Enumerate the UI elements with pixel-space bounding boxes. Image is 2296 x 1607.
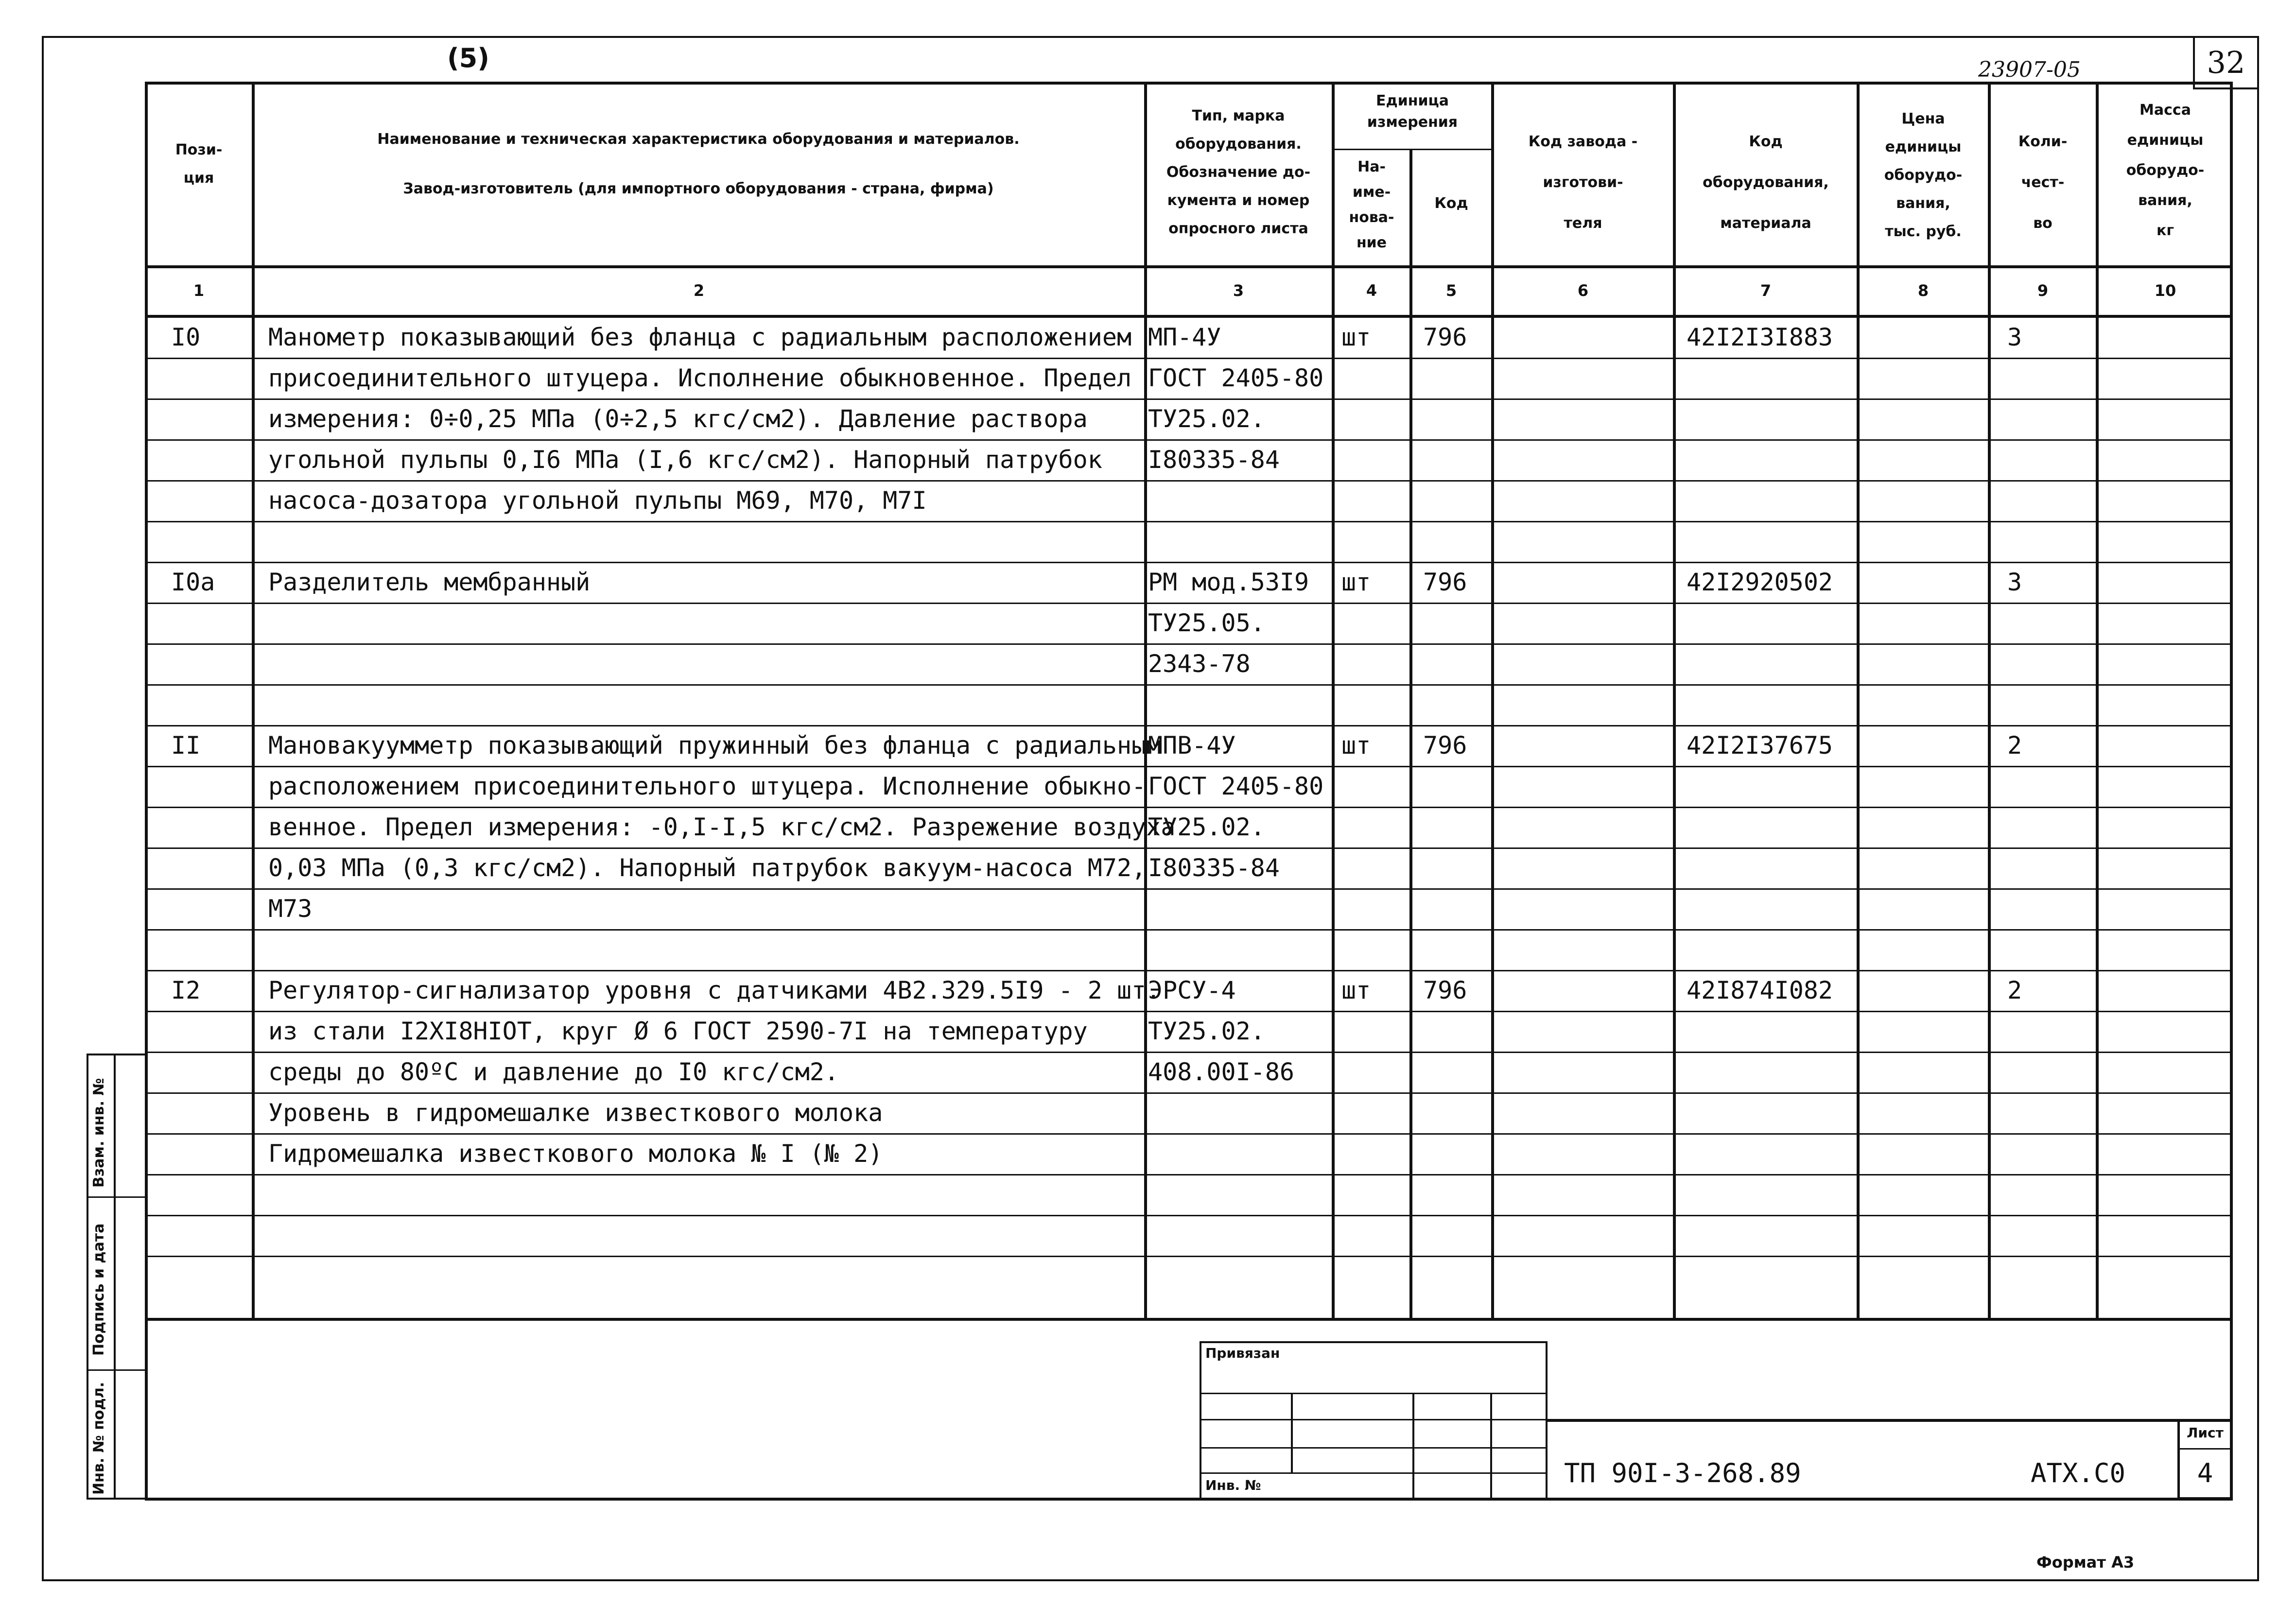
row-equipment-code: 42I2I3I883 xyxy=(1687,323,1833,351)
row-position: I0 xyxy=(171,323,201,351)
row-separator xyxy=(145,684,2233,686)
title-top-line xyxy=(1548,1419,2233,1422)
lower-left-border xyxy=(145,1321,148,1500)
row-name: М73 xyxy=(268,895,313,923)
colnum-1: 1 xyxy=(193,281,205,300)
row-type: ТУ25.05. xyxy=(1148,609,1265,637)
row-separator xyxy=(145,521,2233,522)
bound-stamp xyxy=(1200,1341,1548,1500)
row-name: присоединительного штуцера. Исполнение обыкновенное. Предел xyxy=(268,364,1132,392)
row-name: насоса-дозатора угольной пульпы М69, М70, М7I xyxy=(268,486,927,515)
row-type: ГОСТ 2405-80 xyxy=(1148,772,1324,800)
side-label-inv-orig: Инв. № подл. xyxy=(90,1382,107,1495)
bound-stamp-line-3 xyxy=(1200,1447,1548,1449)
colnum-3: 3 xyxy=(1233,281,1244,300)
row-type: I80335-84 xyxy=(1148,446,1280,474)
colnum-10: 10 xyxy=(2154,281,2176,300)
side-divider-1 xyxy=(87,1196,147,1198)
row-equipment-code: 42I2920502 xyxy=(1687,568,1833,596)
row-unit: шт xyxy=(1341,568,1371,596)
side-label-inv-replace: Взам. инв. № xyxy=(90,1078,107,1188)
row-type: МП-4У xyxy=(1148,323,1221,351)
bound-stamp-line-1 xyxy=(1200,1393,1548,1394)
row-type: МПВ-4У xyxy=(1148,731,1236,760)
header-factory-code: Код завода - изготови- теля xyxy=(1528,133,1638,232)
side-divider-2 xyxy=(87,1369,147,1371)
row-name: расположением присоединительного штуцера. Исполнение обыкно- xyxy=(268,772,1147,800)
top-label: (5) xyxy=(447,43,489,73)
header-unit-name: На- име- нова- ние xyxy=(1349,158,1394,251)
side-divider-v xyxy=(114,1054,116,1500)
row-unit-code: 796 xyxy=(1423,323,1467,351)
row-position: II xyxy=(171,731,201,760)
row-quantity: 3 xyxy=(2007,568,2022,596)
doc-code: АТХ.С0 xyxy=(2031,1458,2126,1488)
row-name: Уровень в гидромешалке известкового молока xyxy=(268,1099,883,1127)
header-unit-code: Код xyxy=(1434,195,1468,212)
row-type: I80335-84 xyxy=(1148,854,1280,882)
row-type: 408.00I-86 xyxy=(1148,1058,1295,1086)
row-unit: шт xyxy=(1341,976,1371,1004)
sheet-number: 4 xyxy=(2197,1458,2213,1488)
colnum-8: 8 xyxy=(1917,281,1929,300)
header-position: Пози- ция xyxy=(175,141,223,187)
side-label-sign-date: Подпись и дата xyxy=(90,1223,107,1356)
row-type: ТУ25.02. xyxy=(1148,1017,1265,1045)
header-mass: Масса единицы оборудо- вания, кг xyxy=(2126,102,2205,239)
bound-stamp-line-4 xyxy=(1200,1472,1548,1474)
row-separator xyxy=(145,888,2233,890)
row-equipment-code: 42I2I37675 xyxy=(1687,731,1833,760)
page-number: 32 xyxy=(2207,45,2245,80)
row-name: Регулятор-сигнализатор уровня с датчиками 4В2.329.5I9 - 2 шт. xyxy=(268,976,1161,1004)
header-type: Тип, марка оборудования. Обозначение до- кумента и номер опросного листа xyxy=(1166,107,1311,237)
row-type: ТУ25.02. xyxy=(1148,813,1265,841)
row-type: ГОСТ 2405-80 xyxy=(1148,364,1324,392)
row-position: I0а xyxy=(171,568,215,596)
row-unit: шт xyxy=(1341,323,1371,351)
row-position: I2 xyxy=(171,976,201,1004)
header-name-line2: Завод-изготовитель (для импортного оборудования - страна, фирма) xyxy=(403,180,994,197)
row-separator xyxy=(145,1174,2233,1175)
row-quantity: 2 xyxy=(2007,731,2022,760)
colnum-9: 9 xyxy=(2037,281,2049,300)
row-separator xyxy=(145,1256,2233,1257)
row-unit-code: 796 xyxy=(1423,568,1467,596)
row-unit: шт xyxy=(1341,731,1371,760)
row-name: среды до 80ºС и давление до I0 кгс/см2. xyxy=(268,1058,839,1086)
row-name: Гидромешалка известкового молока № I (№ 2) xyxy=(268,1140,883,1168)
header-equipment-code: Код оборудования, материала xyxy=(1703,133,1829,232)
row-unit-code: 796 xyxy=(1423,976,1467,1004)
row-name: Мановакуумметр показывающий пружинный без фланца с радиальным xyxy=(268,731,1161,760)
colnum-6: 6 xyxy=(1577,281,1589,300)
row-type: ТУ25.02. xyxy=(1148,405,1265,433)
sheet-box-divider xyxy=(2177,1448,2233,1450)
bound-stamp-v-2 xyxy=(1412,1393,1414,1500)
row-name: Манометр показывающий без фланца с радиальным расположением xyxy=(268,323,1132,351)
doc-number-handwritten: 23907-05 xyxy=(1978,57,2081,82)
row-separator xyxy=(145,929,2233,931)
project-code: ТП 90I-3-268.89 xyxy=(1564,1458,1801,1488)
bound-stamp-line-2 xyxy=(1200,1419,1548,1420)
row-name: угольной пульпы 0,I6 МПа (I,6 кгс/см2). Напорный патрубок xyxy=(268,446,1102,474)
header-price: Цена единицы оборудо- вания, тыс. руб. xyxy=(1884,110,1963,240)
sheet-label: Лист xyxy=(2187,1425,2224,1441)
row-separator xyxy=(145,1215,2233,1216)
row-type: РМ мод.53I9 xyxy=(1148,568,1309,596)
col-divider-4 xyxy=(1409,149,1412,1321)
colnum-7: 7 xyxy=(1760,281,1772,300)
format-label: Формат А3 xyxy=(2036,1553,2135,1572)
row-name: измерения: 0÷0,25 МПа (0÷2,5 кгс/см2). Давление раствора xyxy=(268,405,1088,433)
lower-bottom-border xyxy=(145,1498,2233,1501)
row-equipment-code: 42I874I082 xyxy=(1687,976,1833,1004)
row-name: венное. Предел измерения: -0,I-I,5 кгс/см2. Разрежение воздуха xyxy=(268,813,1176,841)
colnum-4: 4 xyxy=(1366,281,1377,300)
row-type: 2343-78 xyxy=(1148,650,1251,678)
bound-stamp-v-3 xyxy=(1490,1393,1492,1500)
row-type: ЭРСУ-4 xyxy=(1148,976,1236,1004)
bound-stamp-v-1 xyxy=(1291,1393,1293,1472)
inv-label: Инв. № xyxy=(1205,1477,1261,1493)
colnum-2: 2 xyxy=(693,281,705,300)
bound-label: Привязан xyxy=(1205,1345,1280,1361)
row-quantity: 2 xyxy=(2007,976,2022,1004)
colnum-5: 5 xyxy=(1445,281,1457,300)
row-name: Разделитель мембранный xyxy=(268,568,591,596)
header-unit-group: Единица измерения xyxy=(1367,92,1458,131)
row-name: из стали I2XI8HIOT, круг Ø 6 ГОСТ 2590-7I на температуру xyxy=(268,1017,1088,1045)
row-unit-code: 796 xyxy=(1423,731,1467,760)
header-quantity: Коли- чест- во xyxy=(2018,133,2068,232)
row-name: 0,03 МПа (0,3 кгс/см2). Напорный патрубок вакуум-насоса М72, xyxy=(268,854,1147,882)
header-name-line1: Наименование и техническая характеристика оборудования и материалов. xyxy=(377,131,1020,148)
row-quantity: 3 xyxy=(2007,323,2022,351)
